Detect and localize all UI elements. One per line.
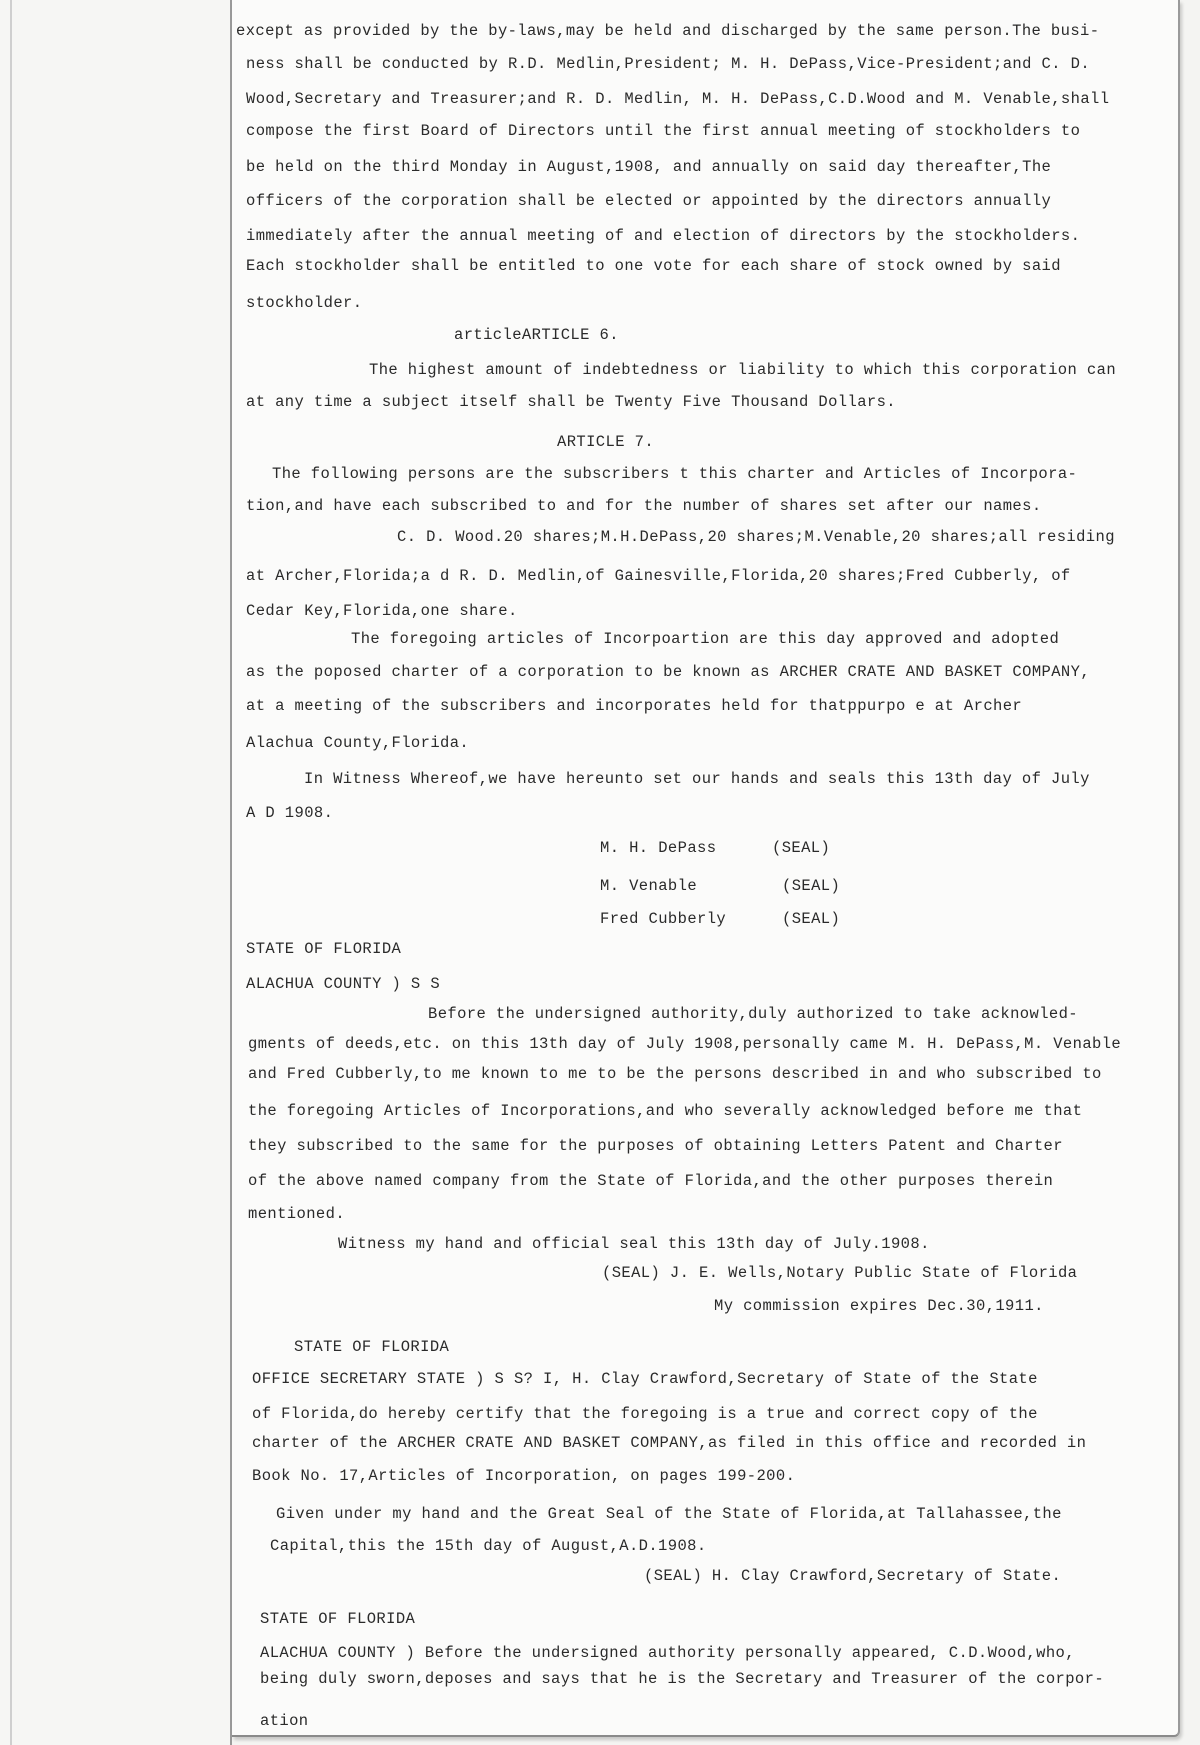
text-line: In Witness Whereof,we have hereunto set our hands and seals this 13th day of July <box>304 770 1090 788</box>
jurisdiction-heading: ALACHUA COUNTY ) S S <box>246 975 441 993</box>
text-line: be held on the third Monday in August,1908, and annually on said day thereafter,The <box>246 158 1052 176</box>
text-line: Given under my hand and the Great Seal of the State of Florida,at Tallahassee,the <box>276 1505 1062 1523</box>
text-line: compose the first Board of Directors until the first annual meeting of stockholders to <box>246 122 1081 140</box>
jurisdiction-heading: STATE OF FLORIDA <box>260 1610 416 1628</box>
text-line: stockholder. <box>246 294 363 312</box>
text-line: OFFICE SECRETARY STATE ) S S? I, H. Clay Crawford,Secretary of State of the State <box>252 1370 1038 1388</box>
text-line: as the poposed charter of a corporation to be known as ARCHER CRATE AND BASKET COMPANY, <box>246 663 1091 681</box>
signature-seal: (SEAL) <box>772 839 831 857</box>
scan-edge-line <box>10 0 12 1745</box>
text-line: ation <box>260 1712 309 1730</box>
article-heading: articleARTICLE 6. <box>454 326 619 344</box>
text-line: Capital,this the 15th day of August,A.D.1908. <box>270 1537 707 1555</box>
text-line: they subscribed to the same for the purposes of obtaining Letters Patent and Charter <box>248 1137 1063 1155</box>
text-line: The foregoing articles of Incorpoartion are this day approved and adopted <box>351 630 1060 648</box>
text-line: mentioned. <box>248 1205 346 1223</box>
signature-name: M. Venable <box>600 877 698 895</box>
text-line: A D 1908. <box>246 804 334 822</box>
text-line: The highest amount of indebtedness or liability to which this corporation can <box>369 361 1117 379</box>
text-line: The following persons are the subscribers t this charter and Articles of Incorpora- <box>272 465 1078 483</box>
text-line: gments of deeds,etc. on this 13th day of July 1908,personally came M. H. DePass,M. Venable <box>248 1035 1122 1053</box>
text-line: Book No. 17,Articles of Incorporation, on pages 199-200. <box>252 1467 796 1485</box>
text-line: of the above named company from the State of Florida,and the other purposes therein <box>248 1172 1054 1190</box>
text-line: at Archer,Florida;a d R. D. Medlin,of Gainesville,Florida,20 shares;Fred Cubberly, of <box>246 567 1071 585</box>
signature-seal: (SEAL) <box>782 877 841 895</box>
text-line: Witness my hand and official seal this 13th day of July.1908. <box>338 1235 930 1253</box>
document-page <box>232 0 1180 1737</box>
signature-seal: (SEAL) <box>782 910 841 928</box>
text-line: Each stockholder shall be entitled to one vote for each share of stock owned by said <box>246 257 1061 275</box>
text-line: tion,and have each subscribed to and for the number of shares set after our names. <box>246 497 1042 515</box>
text-line: C. D. Wood.20 shares;M.H.DePass,20 shares;M.Venable,20 shares;all residing <box>397 528 1115 546</box>
text-line: except as provided by the by-laws,may be held and discharged by the same person.The busi- <box>236 22 1100 40</box>
jurisdiction-heading: STATE OF FLORIDA <box>246 940 402 958</box>
text-line: and Fred Cubberly,to me known to me to be the persons described in and who subscribed to <box>248 1065 1102 1083</box>
text-line: ALACHUA COUNTY ) Before the undersigned authority personally appeared, C.D.Wood,who, <box>260 1644 1075 1662</box>
signature-name: M. H. DePass <box>600 839 717 857</box>
text-line: of Florida,do hereby certify that the foregoing is a true and correct copy of the <box>252 1405 1038 1423</box>
article-heading: ARTICLE 7. <box>557 433 655 451</box>
text-line: Wood,Secretary and Treasurer;and R. D. Medlin, M. H. DePass,C.D.Wood and M. Venable,shall <box>246 90 1110 108</box>
notary-signature: (SEAL) J. E. Wells,Notary Public State of Florida <box>602 1264 1078 1282</box>
text-line: Cedar Key,Florida,one share. <box>246 602 518 620</box>
text-line: Alachua County,Florida. <box>246 734 470 752</box>
scan-left-margin <box>0 0 232 1745</box>
secretary-signature: (SEAL) H. Clay Crawford,Secretary of State. <box>644 1567 1062 1585</box>
text-line: at a meeting of the subscribers and incorporates held for thatppurpo e at Archer <box>246 697 1023 715</box>
text-line: charter of the ARCHER CRATE AND BASKET COMPANY,as filed in this office and recorded in <box>252 1434 1087 1452</box>
text-line: immediately after the annual meeting of and election of directors by the stockholders. <box>246 227 1081 245</box>
text-line: officers of the corporation shall be elected or appointed by the directors annually <box>246 192 1052 210</box>
text-line: Before the undersigned authority,duly authorized to take acknowled- <box>428 1005 1079 1023</box>
text-line: ness shall be conducted by R.D. Medlin,President; M. H. DePass,Vice-President;and C. D. <box>246 55 1091 73</box>
commission-expiry: My commission expires Dec.30,1911. <box>714 1297 1044 1315</box>
text-line: the foregoing Articles of Incorporations,and who severally acknowledged before me that <box>248 1102 1083 1120</box>
text-line: being duly sworn,deposes and says that he is the Secretary and Treasurer of the corpor- <box>260 1670 1105 1688</box>
text-line: at any time a subject itself shall be Twenty Five Thousand Dollars. <box>246 393 897 411</box>
jurisdiction-heading: STATE OF FLORIDA <box>294 1338 450 1356</box>
signature-name: Fred Cubberly <box>600 910 727 928</box>
